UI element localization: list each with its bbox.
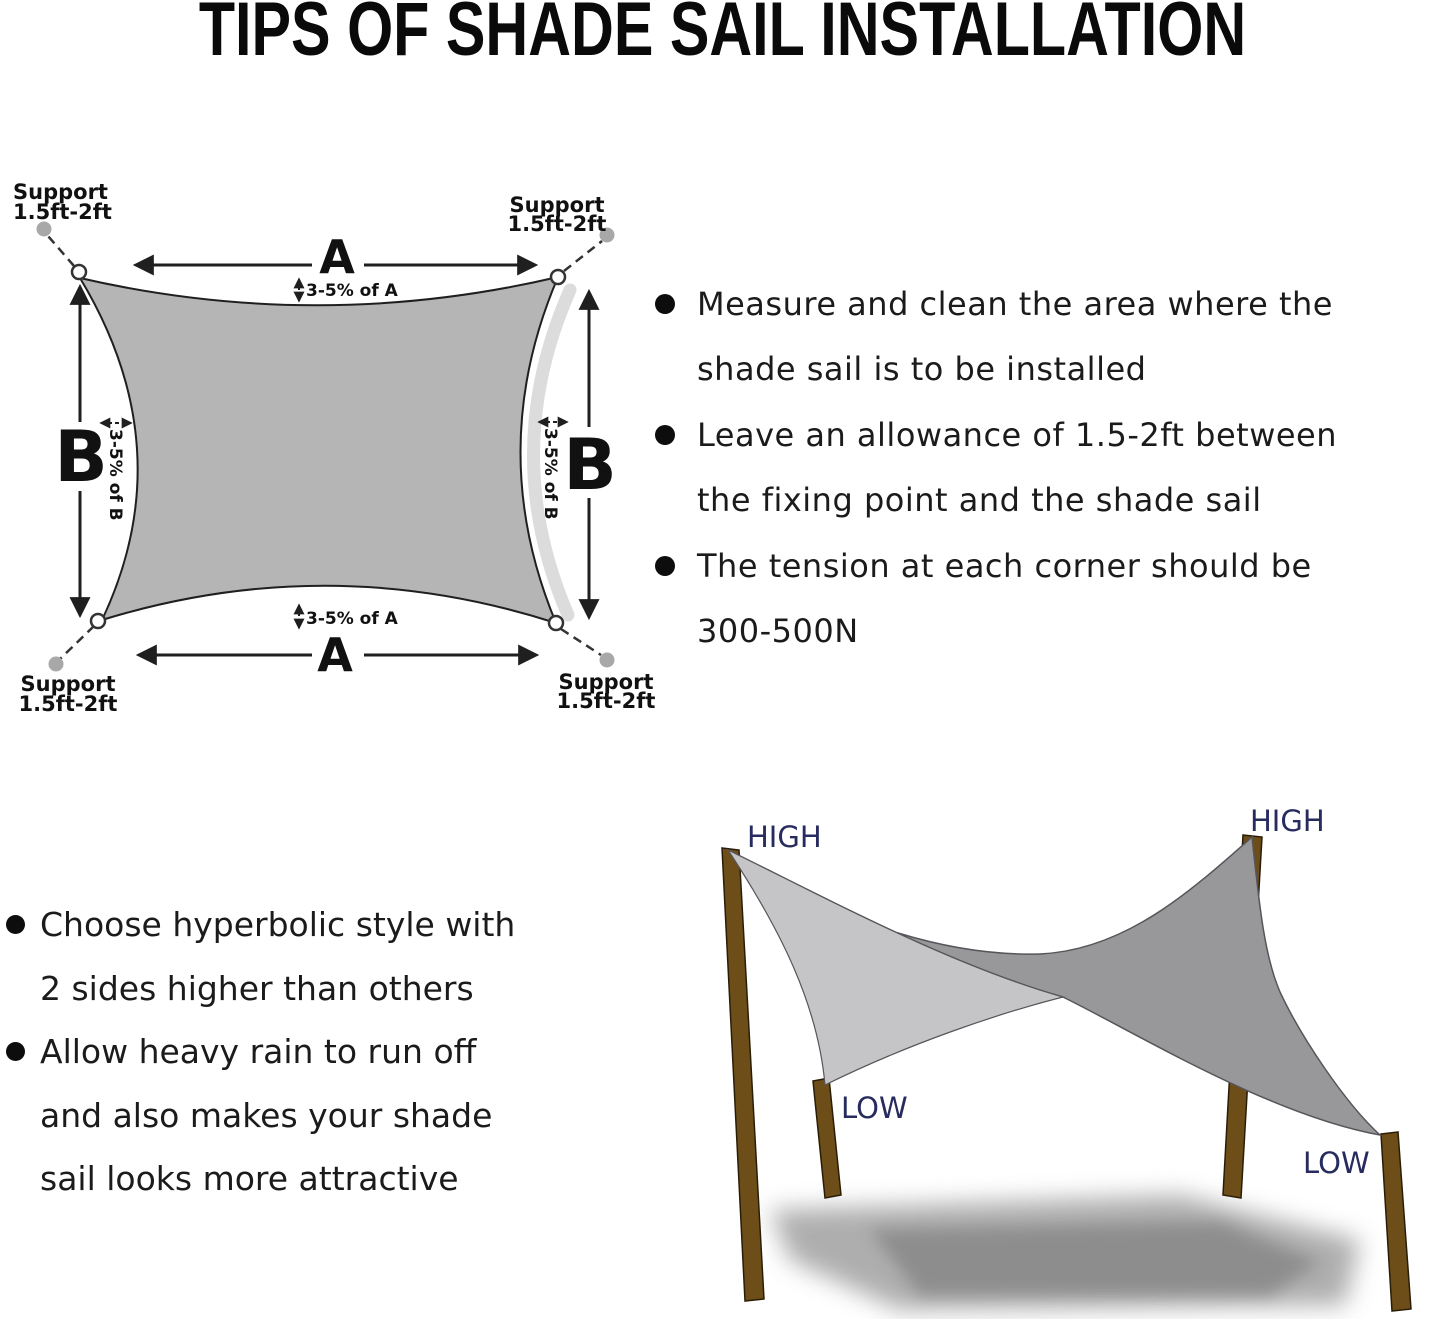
tether-bottom-left — [60, 626, 94, 659]
sag-label-a-bottom: 3-5% of A — [306, 609, 398, 629]
support-label-top-left-1: Support — [13, 180, 108, 204]
post-low-right — [1381, 1132, 1411, 1311]
dimension-letter-b-left: B — [54, 416, 108, 498]
tip-text: Allow heavy rain to run off — [40, 1032, 477, 1072]
tip-text: and also makes your shade — [40, 1095, 493, 1135]
sag-label-a-top: 3-5% of A — [306, 281, 398, 301]
tip-text: 300-500N — [697, 612, 859, 651]
list-item — [0, 957, 630, 1021]
list-item — [640, 599, 1445, 665]
hyperbolic-installation-illustration — [620, 780, 1445, 1319]
low-label-left: LOW — [841, 1091, 908, 1125]
installation-tips-list — [640, 271, 1445, 664]
list-item — [640, 271, 1445, 337]
bullet-icon — [655, 294, 675, 314]
high-label-left: HIGH — [747, 820, 822, 854]
dimension-letter-a-top: A — [319, 230, 355, 284]
tether-top-right — [564, 241, 602, 271]
corner-ring-top-left — [72, 265, 86, 279]
tip-text: Choose hyperbolic style with — [40, 905, 516, 945]
bullet-icon — [6, 1042, 25, 1061]
tip-text: the fixing point and the shade sail — [697, 481, 1262, 520]
list-item — [0, 1147, 630, 1211]
sail-shape — [80, 277, 558, 623]
support-label-bottom-left-1: Support — [20, 672, 116, 696]
list-item — [640, 402, 1445, 468]
support-label-top-right-2: 1.5ft-2ft — [507, 212, 607, 236]
list-item — [0, 893, 630, 957]
bullet-icon — [6, 915, 25, 934]
tip-text: sail looks more attractive — [40, 1159, 459, 1199]
tip-text: The tension at each corner should be — [697, 546, 1312, 585]
dimension-letter-a-bottom: A — [317, 628, 353, 682]
sag-label-b-right: 3-5% of B — [540, 428, 560, 520]
low-label-right: LOW — [1303, 1146, 1370, 1180]
post-high-left — [722, 848, 764, 1301]
support-label-bottom-right-2: 1.5ft-2ft — [556, 689, 656, 713]
support-label-top-right-1: Support — [509, 193, 605, 217]
list-item — [0, 1084, 630, 1148]
list-item — [0, 1020, 630, 1084]
corner-ring-bottom-right — [549, 616, 563, 630]
list-item — [640, 533, 1445, 599]
tip-text: Leave an allowance of 1.5-2ft between — [697, 415, 1338, 454]
tip-text: shade sail is to be installed — [697, 350, 1147, 389]
tether-bottom-right — [561, 629, 601, 655]
support-label-bottom-right-1: Support — [558, 670, 654, 694]
support-anchor-dot-bottom-left — [49, 657, 64, 672]
bullet-icon — [655, 556, 675, 576]
dimension-letter-b-right: B — [563, 424, 617, 506]
style-tips-list — [0, 893, 630, 1211]
support-anchor-dot-bottom-right — [600, 653, 615, 668]
list-item — [640, 337, 1445, 403]
post-low-left — [813, 1078, 841, 1198]
support-label-top-left-2: 1.5ft-2ft — [13, 200, 112, 224]
page-title: TIPS OF SHADE SAIL INSTALLATION — [198, 0, 1247, 72]
sag-label-b-left: 3-5% of B — [105, 429, 125, 521]
bullet-icon — [655, 425, 675, 445]
tether-top-left — [48, 236, 74, 266]
list-item — [640, 468, 1445, 534]
support-label-bottom-left-2: 1.5ft-2ft — [18, 692, 118, 716]
tip-text: 2 sides higher than others — [40, 968, 474, 1008]
shade-sail-plan-diagram — [0, 165, 660, 735]
tip-text: Measure and clean the area where the — [697, 284, 1333, 323]
high-label-right: HIGH — [1250, 804, 1325, 838]
corner-ring-top-right — [551, 270, 565, 284]
